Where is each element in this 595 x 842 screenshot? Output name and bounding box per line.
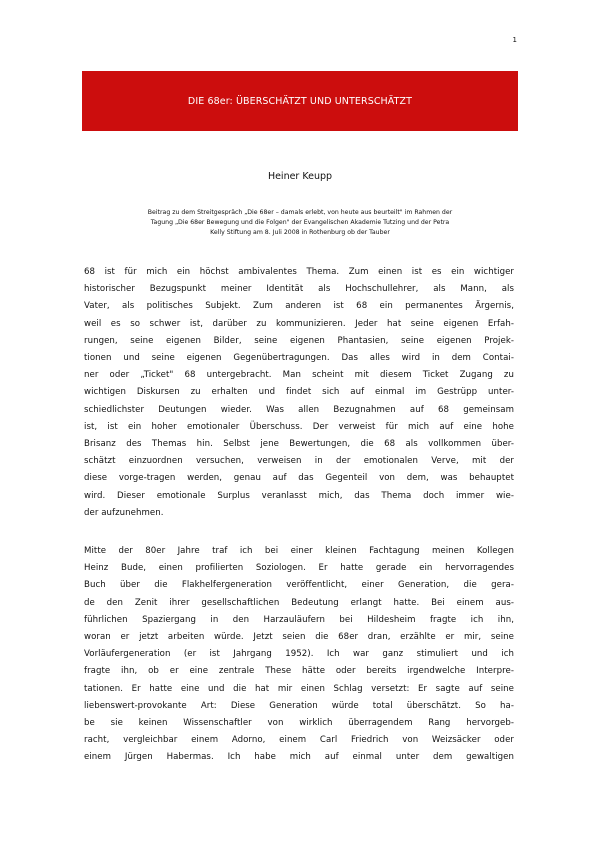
text-line: be sie keinen Wissenschaftler von wirklich überragendem Rang hervorgeb- — [84, 718, 514, 729]
contribution-line: Beitrag zu dem Streitgespräch „Die 68er – damals erlebt, von heute aus beurteilt" im Rahmen der — [147, 209, 453, 216]
contribution-note — [100, 208, 500, 238]
text-line: der aufzunehmen. — [84, 507, 164, 518]
text-line: ner oder „Ticket" 68 untergebracht. Man scheint mit diesem Ticket Zugang zu — [84, 370, 514, 381]
contribution-line: Kelly Stiftung am 8. Juli 2008 in Rothenburg ob der Tauber — [210, 229, 390, 236]
text-line: Brisanz des Themas hin. Selbst jene Bewertungen, die 68 als vollkommen über- — [84, 439, 514, 450]
body-paragraph-2 — [84, 543, 514, 767]
text-line: einem Jürgen Habermas. Ich habe mich auf einmal unter dem gewaltigen — [84, 752, 514, 763]
text-line: führlichen Spaziergang in den Harzauläufern bei Hildesheim fragte ich ihn, — [84, 614, 514, 625]
text-line: weil es so schwer ist, darüber zu kommunizieren. Jeder hat seine eigenen Erfah- — [84, 318, 514, 329]
text-line: wichtigen Diskursen zu erhalten und findet sich auf einmal im Gestrüpp unter- — [84, 387, 514, 398]
author-name: Heiner Keupp — [267, 171, 333, 182]
text-line: wird. Dieser emotionale Surplus veranlasst mich, das Thema doch immer wie- — [84, 490, 514, 501]
body-paragraph-1 — [84, 264, 514, 522]
text-line: Mitte der 80er Jahre traf ich bei einer kleinen Fachtagung meinen Kollegen — [84, 546, 514, 556]
contribution-line: Tagung „Die 68er Bewegung und die Folgen" der Evangelischen Akademie Tutzing und der Petra — [150, 219, 450, 226]
text-line: Buch über die Flakhelfergeneration veröffentlicht, einer Generation, die gera- — [84, 580, 514, 591]
text-line: diese vorge-tragen werden, genau auf das Gegenteil von dem, was behauptet — [84, 473, 514, 484]
text-line: Heinz Bude, einen profilierten Soziologen. Er hatte gerade ein hervorragendes — [84, 563, 514, 574]
text-line: liebenswert-provokante Art: Diese Generation würde total überschätzt. So ha- — [84, 700, 514, 711]
text-line: Vorläufergeneration (er ist Jahrgang 1952). Ich war ganz stimuliert und ich — [84, 649, 514, 660]
text-line: fragte ihn, ob er eine zentrale These hätte oder bereits irgendwelche Interpre- — [84, 666, 514, 677]
text-line: schätzt einzuordnen versuchen, verweisen in der emotionalen Verve, mit der — [84, 456, 514, 467]
text-line: woran er jetzt arbeiten würde. Jetzt seien die 68er dran, erzählte er mir, seine — [84, 632, 514, 643]
text-line: tationen. Er hatte eine und die hat mir einen Schlag versetzt: Er sagte auf seine — [84, 683, 514, 694]
text-line: rungen, seine eigenen Bilder, seine eigenen Phantasien, seine eigenen Projek- — [84, 335, 514, 346]
title-banner — [82, 71, 518, 131]
text-line: tionen und seine eigenen Gegenübertragungen. Das alles wird in dem Contai- — [84, 353, 514, 364]
text-line: historischer Bezugspunkt meiner Identität als Hochschullehrer, als Mann, als — [84, 284, 514, 295]
text-line: 68 ist für mich ein höchst ambivalentes Thema. Zum einen ist es ein wichtiger — [84, 267, 514, 277]
page-number: 1 — [512, 36, 517, 44]
text-line: Vater, als politisches Subjekt. Zum anderen ist 68 ein permanentes Ärgernis, — [84, 301, 514, 312]
text-line: de den Zenit ihrer gesellschaftlichen Bedeutung erlangt hatte. Bei einem aus- — [84, 597, 514, 608]
document-title: DIE 68er: ÜBERSCHÄTZT UND UNTERSCHÄTZT — [187, 95, 413, 107]
text-line: ist, ist ein hoher emotionaler Überschuss. Der verweist für mich auf eine hohe — [84, 421, 514, 432]
text-line: racht, vergleichbar einem Adorno, einem Carl Friedrich von Weizsäcker oder — [84, 735, 514, 746]
text-line: schiedlichster Deutungen wieder. Was allen Bezugnahmen auf 68 gemeinsam — [84, 404, 514, 415]
